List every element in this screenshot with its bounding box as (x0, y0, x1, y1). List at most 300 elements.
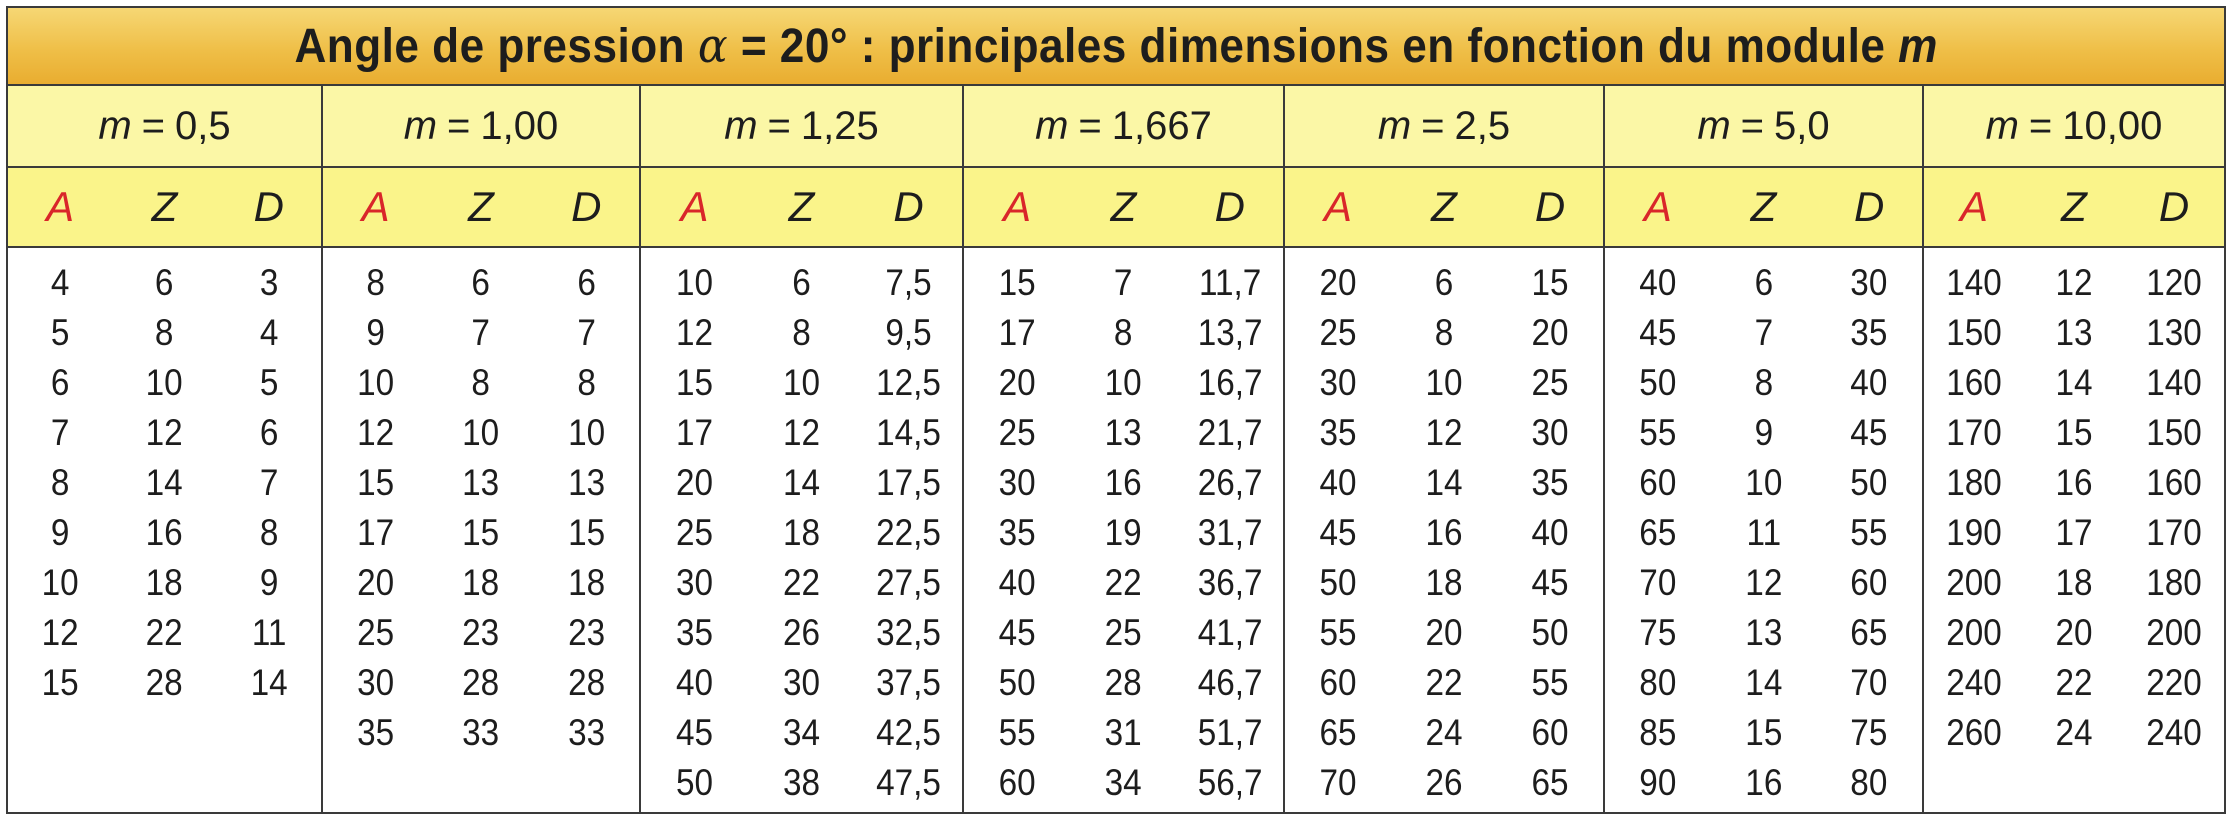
table-body (1924, 248, 2224, 758)
table-cell-z: 10 (1104, 362, 1143, 403)
table-row (1605, 758, 1922, 808)
table-cell-d: 12,5 (876, 362, 941, 403)
table-cell-a: 8 (50, 462, 70, 503)
table-cell-a: 7 (50, 412, 70, 453)
table-cell-d: 11 (251, 612, 287, 653)
table-cell-a: 190 (1946, 512, 2002, 553)
table-cell-a: 12 (357, 412, 395, 453)
table-row (641, 708, 962, 758)
table-cell-z: 20 (2055, 612, 2093, 653)
table-row (641, 508, 962, 558)
table-cell-z: 12 (782, 412, 821, 453)
table-cell-z: 8 (1754, 362, 1773, 403)
table-cell-z: 31 (1104, 712, 1143, 753)
table-cell-a: 20 (675, 462, 714, 503)
table-cell-d: 31,7 (1197, 512, 1263, 553)
table-cell-a: 35 (675, 612, 714, 653)
table-cell-d: 4 (259, 312, 279, 353)
table-cell-z: 15 (462, 512, 500, 553)
table-row (1924, 608, 2224, 658)
table-cell-a: 12 (41, 612, 79, 653)
equals-sign: = (767, 103, 791, 148)
column-header-z: Z (788, 183, 815, 230)
module-group-header (641, 86, 962, 168)
table-row (323, 608, 639, 658)
table-row (1285, 758, 1603, 808)
table-row (1605, 408, 1922, 458)
column-header-d: D (1214, 183, 1245, 230)
table-cell-d: 56,7 (1197, 762, 1263, 803)
table-cell-a: 30 (998, 462, 1036, 503)
table-cell-z: 17 (2055, 512, 2093, 553)
table-cell-d: 35 (1850, 312, 1888, 353)
table-cell-d: 14,5 (876, 412, 941, 453)
table-cell-a: 25 (998, 412, 1036, 453)
table-cell-a: 6 (50, 362, 70, 403)
table-row (323, 408, 639, 458)
table-row (8, 458, 321, 508)
table-cell-a: 35 (1319, 412, 1357, 453)
table-cell-z: 13 (2055, 312, 2093, 353)
table-cell-z: 38 (782, 762, 821, 803)
table-cell-a: 45 (998, 612, 1036, 653)
table-row (641, 308, 962, 358)
table-cell-a: 17 (675, 412, 714, 453)
table-cell-d: 46,7 (1197, 662, 1263, 703)
table-cell-z: 28 (145, 662, 184, 703)
table-row (1605, 358, 1922, 408)
table-cell-d: 47,5 (876, 762, 941, 803)
table-row (641, 658, 962, 708)
table-cell-z: 8 (1114, 312, 1133, 353)
table-cell-d: 150 (2146, 412, 2202, 453)
table-row (1605, 658, 1922, 708)
table-body (964, 248, 1283, 808)
module-group (1605, 86, 1924, 812)
table-cell-d: 50 (1850, 462, 1888, 503)
table-cell-a: 240 (1946, 662, 2002, 703)
table-cell-a: 15 (357, 462, 395, 503)
module-value: 1,25 (800, 103, 879, 148)
table-row (8, 658, 321, 708)
table-row (1285, 508, 1603, 558)
table-cell-z: 10 (782, 362, 821, 403)
table-cell-z: 18 (782, 512, 821, 553)
table-row (1605, 608, 1922, 658)
table-cell-d: 20 (1531, 312, 1569, 353)
table-cell-a: 85 (1639, 712, 1677, 753)
table-row (1605, 308, 1922, 358)
table-row (8, 358, 321, 408)
table-cell-a: 35 (998, 512, 1036, 553)
table-row (641, 258, 962, 308)
table-cell-a: 45 (1639, 312, 1677, 353)
table-grid (8, 86, 2224, 812)
table-row (641, 558, 962, 608)
table-row (964, 308, 1283, 358)
column-header-z: Z (468, 183, 494, 230)
column-header-a: A (680, 183, 709, 230)
table-cell-a: 50 (675, 762, 714, 803)
table-cell-z: 23 (462, 612, 500, 653)
table-row (1924, 258, 2224, 308)
column-header-z: Z (151, 183, 178, 230)
module-group (323, 86, 641, 812)
equals-sign: = (1078, 103, 1102, 148)
column-header-row (964, 168, 1283, 248)
table-cell-d: 9,5 (885, 312, 932, 353)
table-row (964, 658, 1283, 708)
table-cell-z: 7 (1114, 262, 1133, 303)
table-cell-a: 30 (357, 662, 395, 703)
table-cell-a: 9 (50, 512, 70, 553)
equals-sign: = (1421, 103, 1445, 148)
column-header-d: D (1854, 183, 1885, 230)
title-banner (8, 8, 2224, 86)
table-row (1605, 508, 1922, 558)
table-cell-a: 17 (357, 512, 395, 553)
table-cell-d: 220 (2146, 662, 2202, 703)
table-cell-d: 45 (1531, 562, 1569, 603)
table-cell-a: 10 (357, 362, 395, 403)
table-row (1924, 408, 2224, 458)
table-row (641, 458, 962, 508)
table-row (323, 308, 639, 358)
table-cell-a: 50 (1639, 362, 1677, 403)
table-cell-z: 8 (471, 362, 491, 403)
table-cell-z: 22 (145, 612, 184, 653)
table-cell-z: 12 (1744, 562, 1783, 603)
table-cell-d: 7 (577, 312, 596, 353)
table-cell-d: 170 (2146, 512, 2202, 553)
table-cell-a: 25 (1319, 312, 1357, 353)
table-cell-a: 15 (41, 662, 79, 703)
table-cell-d: 240 (2146, 712, 2202, 753)
table-cell-z: 18 (462, 562, 500, 603)
table-cell-d: 50 (1531, 612, 1569, 653)
table-cell-d: 22,5 (876, 512, 941, 553)
table-cell-a: 12 (675, 312, 714, 353)
table-cell-d: 15 (567, 512, 605, 553)
table-cell-z: 6 (1434, 262, 1454, 303)
table-cell-d: 11,7 (1198, 262, 1261, 303)
column-header-z: Z (2061, 183, 2087, 230)
column-header-a: A (1323, 183, 1352, 230)
table-cell-z: 10 (1744, 462, 1783, 503)
table-row (1285, 458, 1603, 508)
table-cell-d: 7 (259, 462, 279, 503)
table-row (1924, 708, 2224, 758)
table-cell-d: 28 (567, 662, 605, 703)
table-cell-z: 8 (792, 312, 811, 353)
module-group (964, 86, 1285, 812)
title-module-symbol: m (1897, 20, 1938, 73)
module-value: 2,5 (1454, 103, 1511, 148)
table-cell-z: 9 (1754, 412, 1773, 453)
table-cell-d: 13,7 (1197, 312, 1263, 353)
table-cell-z: 22 (1104, 562, 1143, 603)
table-cell-z: 16 (1104, 462, 1143, 503)
table-row (8, 608, 321, 658)
table-cell-z: 16 (1425, 512, 1463, 553)
equals-sign: = (141, 103, 166, 148)
table-cell-z: 22 (2055, 662, 2093, 703)
table-cell-d: 14 (250, 662, 288, 703)
table-body (1285, 248, 1603, 808)
table-row (323, 558, 639, 608)
table-cell-z: 7 (1754, 312, 1773, 353)
table-cell-z: 7 (471, 312, 491, 353)
table-cell-z: 26 (1425, 762, 1463, 803)
table-row (1285, 608, 1603, 658)
table-cell-a: 45 (1319, 512, 1357, 553)
table-row (1605, 258, 1922, 308)
table-cell-a: 4 (50, 262, 70, 303)
table-body (641, 248, 962, 808)
table-cell-z: 14 (145, 462, 184, 503)
module-group-header (1285, 86, 1603, 168)
module-symbol: m (1035, 103, 1069, 148)
module-symbol: m (1985, 103, 2019, 148)
table-cell-z: 13 (1104, 412, 1143, 453)
table-row (1924, 658, 2224, 708)
column-header-row (1285, 168, 1603, 248)
table-cell-a: 55 (998, 712, 1036, 753)
table-cell-d: 65 (1531, 762, 1569, 803)
table-row (8, 258, 321, 308)
table-cell-a: 15 (675, 362, 714, 403)
table-cell-a: 60 (1319, 662, 1357, 703)
table-cell-d: 55 (1531, 662, 1569, 703)
table-cell-d: 37,5 (876, 662, 941, 703)
table-row (323, 508, 639, 558)
table-cell-d: 140 (2146, 362, 2202, 403)
column-header-a: A (1959, 183, 1988, 230)
table-body (8, 248, 321, 708)
table-cell-d: 5 (259, 362, 279, 403)
table-cell-d: 80 (1850, 762, 1888, 803)
module-value: 10,00 (2062, 103, 2163, 148)
table-cell-z: 8 (1434, 312, 1454, 353)
table-cell-d: 120 (2146, 262, 2202, 303)
table-cell-a: 35 (357, 712, 395, 753)
table-cell-z: 34 (782, 712, 821, 753)
module-symbol: m (724, 103, 758, 148)
table-row (1285, 258, 1603, 308)
equals-sign: = (447, 103, 471, 148)
table-cell-d: 3 (259, 262, 279, 303)
table-cell-z: 18 (145, 562, 184, 603)
table-cell-a: 20 (1319, 262, 1357, 303)
table-row (964, 708, 1283, 758)
table-cell-z: 16 (145, 512, 184, 553)
table-row (641, 758, 962, 808)
table-cell-a: 25 (675, 512, 714, 553)
module-group-header (1924, 86, 2224, 168)
title-middle: = 20° : principales dimensions en fonction du module (727, 20, 1898, 73)
table-row (323, 458, 639, 508)
table-cell-z: 22 (1425, 662, 1463, 703)
module-value: 1,00 (480, 103, 559, 148)
table-cell-a: 65 (1639, 512, 1677, 553)
table-cell-a: 5 (50, 312, 70, 353)
column-header-d: D (2158, 183, 2190, 230)
module-symbol: m (1697, 103, 1731, 148)
table-body (1605, 248, 1922, 808)
table-cell-d: 26,7 (1197, 462, 1263, 503)
table-cell-z: 30 (782, 662, 821, 703)
table-cell-a: 150 (1946, 312, 2002, 353)
table-cell-z: 33 (462, 712, 500, 753)
table-cell-z: 26 (782, 612, 821, 653)
table-cell-a: 60 (998, 762, 1036, 803)
table-cell-a: 8 (366, 262, 385, 303)
table-cell-d: 70 (1850, 662, 1888, 703)
table-row (641, 358, 962, 408)
table-cell-z: 20 (1425, 612, 1463, 653)
table-cell-a: 90 (1639, 762, 1677, 803)
table-row (964, 558, 1283, 608)
table-cell-d: 40 (1850, 362, 1888, 403)
table-cell-d: 23 (567, 612, 605, 653)
module-group-header (1605, 86, 1922, 168)
column-header-d: D (571, 183, 602, 230)
column-header-row (641, 168, 962, 248)
table-cell-d: 8 (259, 512, 279, 553)
table-cell-a: 45 (675, 712, 714, 753)
table-cell-a: 10 (675, 262, 714, 303)
equals-sign: = (2028, 103, 2053, 148)
table-row (323, 258, 639, 308)
table-cell-a: 20 (357, 562, 395, 603)
table-cell-d: 15 (1531, 262, 1569, 303)
table-row (964, 258, 1283, 308)
table-cell-z: 28 (462, 662, 500, 703)
table-cell-a: 180 (1946, 462, 2002, 503)
table-row (8, 558, 321, 608)
table-cell-d: 55 (1850, 512, 1888, 553)
table-cell-d: 36,7 (1197, 562, 1263, 603)
table-cell-a: 50 (1319, 562, 1357, 603)
table-cell-d: 6 (259, 412, 279, 453)
table-row (8, 408, 321, 458)
table-cell-z: 12 (145, 412, 184, 453)
table-cell-a: 10 (41, 562, 79, 603)
module-group (1924, 86, 2224, 812)
table-cell-d: 17,5 (876, 462, 941, 503)
table-row (1924, 308, 2224, 358)
table-cell-z: 6 (471, 262, 491, 303)
module-symbol: m (403, 103, 438, 148)
column-header-z: Z (1431, 183, 1457, 230)
table-cell-d: 27,5 (876, 562, 941, 603)
table-row (1285, 358, 1603, 408)
table-row (641, 408, 962, 458)
table-cell-d: 7,5 (885, 262, 932, 303)
table-row (1605, 558, 1922, 608)
module-group-header (323, 86, 639, 168)
table-cell-z: 10 (145, 362, 184, 403)
table-cell-a: 40 (998, 562, 1036, 603)
table-cell-d: 75 (1850, 712, 1888, 753)
page-title (294, 18, 1937, 74)
table-cell-d: 180 (2146, 562, 2202, 603)
module-group-header (8, 86, 321, 168)
table-cell-d: 9 (259, 562, 279, 603)
table-cell-d: 41,7 (1197, 612, 1263, 653)
table-cell-a: 55 (1639, 412, 1677, 453)
table-cell-z: 22 (782, 562, 821, 603)
table-row (1285, 558, 1603, 608)
table-body (323, 248, 639, 758)
table-row (1924, 458, 2224, 508)
table-row (8, 508, 321, 558)
table-cell-d: 8 (577, 362, 596, 403)
table-row (964, 508, 1283, 558)
table-row (323, 658, 639, 708)
module-group (1285, 86, 1605, 812)
table-cell-z: 18 (1425, 562, 1463, 603)
table-cell-a: 170 (1946, 412, 2002, 453)
module-value: 5,0 (1774, 103, 1830, 148)
table-cell-z: 10 (462, 412, 500, 453)
table-cell-z: 18 (2055, 562, 2093, 603)
module-value: 1,667 (1111, 103, 1212, 148)
table-row (323, 358, 639, 408)
table-cell-a: 200 (1946, 562, 2002, 603)
table-row (1924, 558, 2224, 608)
table-cell-z: 14 (1425, 462, 1463, 503)
table-row (1605, 458, 1922, 508)
table-row (1605, 708, 1922, 758)
table-row (1924, 358, 2224, 408)
table-cell-d: 35 (1531, 462, 1569, 503)
table-cell-d: 51,7 (1197, 712, 1263, 753)
column-header-d: D (1534, 183, 1566, 230)
table-cell-a: 40 (1639, 262, 1677, 303)
table-cell-d: 40 (1531, 512, 1569, 553)
table-cell-d: 32,5 (876, 612, 941, 653)
table-cell-d: 18 (567, 562, 605, 603)
module-group (641, 86, 964, 812)
column-header-z: Z (1750, 183, 1777, 230)
table-cell-d: 21,7 (1197, 412, 1263, 453)
table-cell-a: 50 (998, 662, 1036, 703)
table-cell-d: 42,5 (876, 712, 941, 753)
title-alpha-symbol: α (697, 18, 728, 74)
title-prefix: Angle de pression (294, 20, 685, 73)
equals-sign: = (1740, 103, 1765, 148)
table-cell-a: 70 (1639, 562, 1677, 603)
table-cell-a: 260 (1946, 712, 2002, 753)
table-cell-a: 9 (366, 312, 385, 353)
column-header-d: D (253, 183, 284, 230)
module-symbol: m (98, 103, 132, 148)
table-cell-a: 75 (1639, 612, 1677, 653)
column-header-d: D (893, 183, 924, 230)
column-header-a: A (361, 183, 390, 230)
table-cell-a: 40 (675, 662, 714, 703)
column-header-row (8, 168, 321, 248)
table-cell-a: 60 (1639, 462, 1677, 503)
table-cell-d: 45 (1850, 412, 1888, 453)
table-row (1285, 408, 1603, 458)
table-cell-d: 13 (567, 462, 605, 503)
table-cell-d: 25 (1531, 362, 1569, 403)
table-cell-z: 8 (155, 312, 174, 353)
table-row (1924, 508, 2224, 558)
table-cell-a: 25 (357, 612, 395, 653)
